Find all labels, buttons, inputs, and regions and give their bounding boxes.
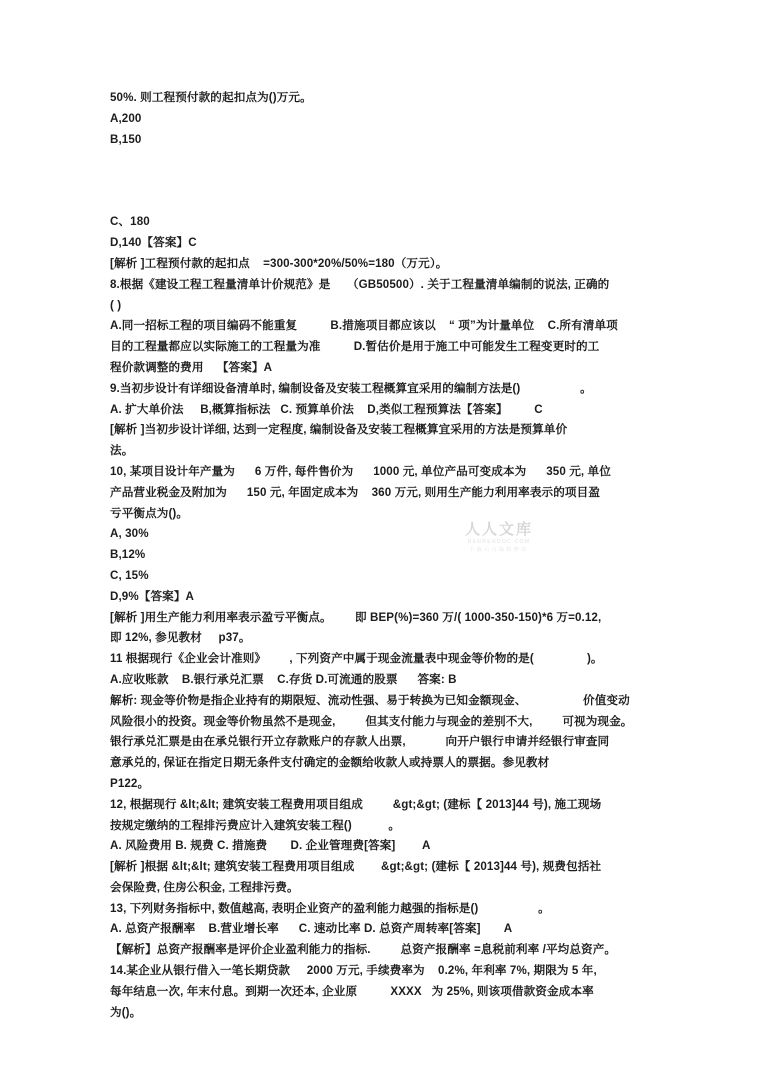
- text-line-option-a: A, 30%: [110, 527, 149, 541]
- text-line-explanation: [解析 ]用生产能力利用率表示盈亏平衡点。 即 BEP(%)=360 万/( 1000-350-150)*6 万=0.12,: [110, 610, 602, 624]
- text-line-explanation: [解析 ]根据 &lt;&lt; 建筑安装工程费用项目组成 &gt;&gt; (建标【 2013]44 号), 规费包括社: [110, 860, 602, 874]
- text-line-options: A. 扩大单价法 B,概算指标法 C. 预算单价法 D,类似工程预算法【答案】 C: [110, 402, 543, 416]
- text-line-options: A. 风险费用 B. 规费 C. 措施费 D. 企业管理费[答案] A: [110, 839, 431, 853]
- text-line-question-8: 8.根据《建设工程工程量清单计价规范》是 （GB50500）. 关于工程量清单编制的说法, 正确的: [110, 277, 610, 291]
- text-line: 按规定缴纳的工程排污费应计入建筑安装工程() 。: [110, 818, 401, 832]
- text-line-option-c: C, 15%: [110, 568, 149, 582]
- column-break-gap: [110, 150, 655, 212]
- text-line: 产品营业税金及附加为 150 元, 年固定成本为 360 万元, 则用生产能力利用率表示的项目盈: [110, 485, 601, 499]
- text-line-page-ref: P122。: [110, 776, 150, 790]
- text-line-explanation: 解析: 现金等价物是指企业持有的期限短、流动性强、易于转换为已知金额现金、 价值变动: [110, 693, 630, 707]
- text-line-option-b: B,150: [110, 132, 142, 146]
- text-line: 为()。: [110, 1005, 142, 1019]
- text-line: 50%. 则工程预付款的起扣点为()万元。: [110, 91, 312, 104]
- text-line-options: A. 总资产报酬率 B.营业增长率 C. 速动比率 D. 总资产周转率[答案] A: [110, 922, 513, 936]
- text-line-answer: 程价款调整的费用 【答案】A: [110, 360, 273, 374]
- text-line: 风险很小的投资。现金等价物虽然不是现金, 但其支付能力与现金的差别不大, 可视为现金。: [110, 714, 633, 728]
- text-line-options: A.同一招标工程的项目编码不能重复 B.措施项目都应该以 “ 项”为计量单位 C.所有清单项: [110, 319, 618, 333]
- text-line-option-c: C、180: [110, 215, 150, 229]
- text-line-options: A.应收账款 B.银行承兑汇票 C.存货 D.可流通的股票 答案: B: [110, 672, 457, 686]
- text-line-explanation: [解析 ]工程预付款的起扣点 =300-300*20%/50%=180（万元）。: [110, 256, 448, 270]
- text-line-option-d-answer: D,9%【答案】A: [110, 589, 194, 603]
- text-line: 银行承兑汇票是由在承兑银行开立存款账户的存款人出票, 向开户银行申请并经银行审查同: [110, 735, 610, 749]
- text-line-explanation: [解析 ]当初步设计详细, 达到一定程度, 编制设备及安装工程概算宜采用的方法是预算单价: [110, 423, 568, 437]
- watermark-title: 人人文库: [464, 521, 533, 538]
- text-line: 意承兑的, 保证在指定日期无条件支付确定的金额给收款人或持票人的票据。参见教材: [110, 756, 550, 770]
- watermark-tagline: 下载后可编辑修改: [469, 547, 529, 553]
- text-line-question-14: 14.某企业从银行借入一笔长期贷款 2000 万元, 手续费率为 0.2%, 年利率 7%, 期限为 5 年,: [110, 964, 597, 978]
- text-line: 亏平衡点为()。: [110, 506, 189, 520]
- text-line: 每年结息一次, 年末付息。到期一次还本, 企业原 XXXX 为 25%, 则该项借款资金成本率: [110, 984, 594, 998]
- text-line-question-11: 11 根据现行《企业会计准则》 , 下列资产中属于现金流量表中现金等价物的是( )。: [110, 652, 603, 666]
- watermark-domain: RENRENDOC.COM: [467, 539, 531, 545]
- text-line-option-a: A,200: [110, 111, 142, 125]
- text-line: 法。: [110, 444, 134, 458]
- text-line: 会保险费, 住房公积金, 工程排污费。: [110, 880, 299, 894]
- text-line: 即 12%, 参见教材 p37。: [110, 631, 251, 645]
- text-line-option-d-answer: D,140【答案】C: [110, 236, 197, 250]
- document-text-body: [110, 88, 655, 1023]
- text-line-question-10: 10, 某项目设计年产量为 6 万件, 每件售价为 1000 元, 单位产品可变成本为 350 元, 单位: [110, 464, 611, 478]
- text-line-options: 目的工程量都应以实际施工的工程量为准 D.暂估价是用于施工中可能发生工程变更时的工: [110, 340, 600, 354]
- text-line-question-12: 12, 根据现行 &lt;&lt; 建筑安装工程费用项目组成 &gt;&gt; (建标【 2013]44 号), 施工现场: [110, 797, 602, 811]
- text-line-question-13: 13, 下列财务指标中, 数值越高, 表明企业资产的盈利能力越强的指标是() 。: [110, 901, 550, 915]
- text-line-explanation: 【解析】总资产报酬率是评价企业盈利能力的指标. 总资产报酬率 =息税前利率 /平均总资产。: [110, 943, 617, 957]
- text-line-option-b: B,12%: [110, 548, 146, 562]
- text-line-question-9: 9.当初步设计有详细设备清单时, 编制设备及安装工程概算宜采用的编制方法是() 。: [110, 381, 592, 395]
- text-line: ( ): [110, 298, 122, 312]
